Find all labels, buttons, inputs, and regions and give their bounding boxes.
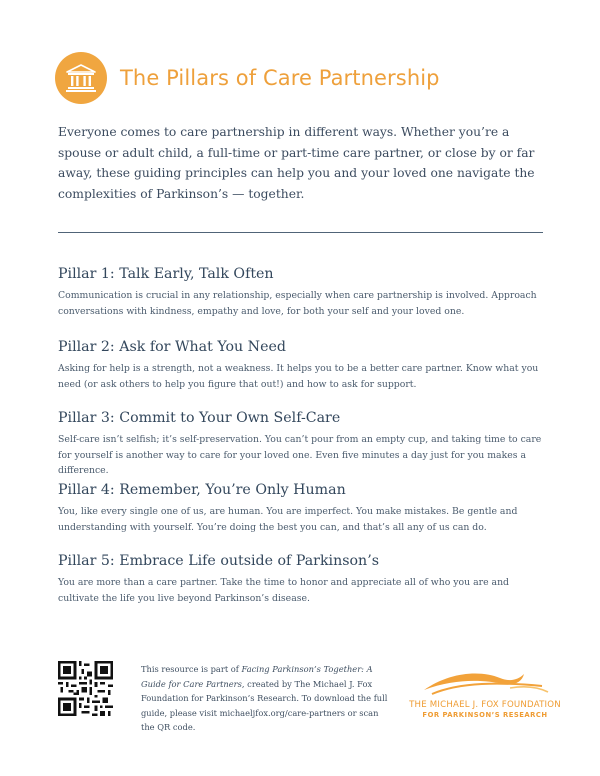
foundation-swoosh-icon (410, 668, 560, 698)
qr-code-icon[interactable] (58, 661, 113, 716)
foundation-name: THE MICHAEL J. FOX FOUNDATION (409, 700, 561, 710)
pillar-heading: Pillar 3: Commit to Your Own Self-Care (58, 410, 341, 426)
divider (58, 232, 543, 233)
pillar-2 (58, 337, 548, 392)
pillar-3 (58, 408, 548, 479)
intro-paragraph: Everyone comes to care partnership in different ways. Whether you’re a spouse or adult child, a full-time or part-time care partner, or close by or far away, these guiding principles can help you and your loved one navigate the complexities of Parkinson’s — together. (58, 125, 535, 201)
pillar-heading: Pillar 1: Talk Early, Talk Often (58, 266, 274, 282)
pillar-5 (58, 551, 548, 606)
pillar-1 (58, 264, 548, 319)
pillar-building-icon (55, 52, 107, 104)
pillar-heading: Pillar 4: Remember, You’re Only Human (58, 482, 346, 498)
pillar-heading: Pillar 5: Embrace Life outside of Parkinson’s (58, 553, 379, 569)
footer-text-pre: This resource is part of (141, 664, 242, 674)
page-header (55, 52, 440, 104)
pillar-body: You are more than a care partner. Take the time to honor and appreciate all of who you are and cultivate the life you live beyond Parkinson’s disease. (58, 577, 510, 604)
pillar-body: You, like every single one of us, are human. You are imperfect. You make mistakes. Be gentle and understanding with yourself. You’re doing the best you can, and that’s all any of us can do. (58, 506, 518, 533)
pillar-4 (58, 480, 548, 535)
pillar-body: Asking for help is a strength, not a weakness. It helps you to be a better care partner. Know what you need (or ask others to help you figure that out!) and how to ask for support. (58, 363, 539, 390)
page-title: The Pillars of Care Partnership (120, 66, 440, 91)
guide-title: Facing Parkinson’s Together: A Guide for Care Partners (141, 664, 373, 689)
foundation-logo (395, 668, 575, 719)
pillar-body: Self-care isn’t selfish; it’s self-preservation. You can’t pour from an empty cup, and taking time to care for yourself is another way to care for your loved one. Even five minutes a day just for you makes a difference. (58, 434, 542, 476)
foundation-subtitle: FOR PARKINSON’S RESEARCH (422, 711, 548, 719)
pillar-body: Communication is crucial in any relationship, especially when care partnership is involved. Approach conversations with kindness, empathy and love, for both your self and your loved one. (58, 290, 537, 317)
pillar-heading: Pillar 2: Ask for What You Need (58, 339, 286, 355)
footer-text-post: , created by The Michael J. Fox Foundation for Parkinson’s Research. To download the full guide, please visit michaeljfox.org/care-partners or scan the QR code. (141, 678, 388, 733)
footer-resource-note (141, 662, 391, 735)
